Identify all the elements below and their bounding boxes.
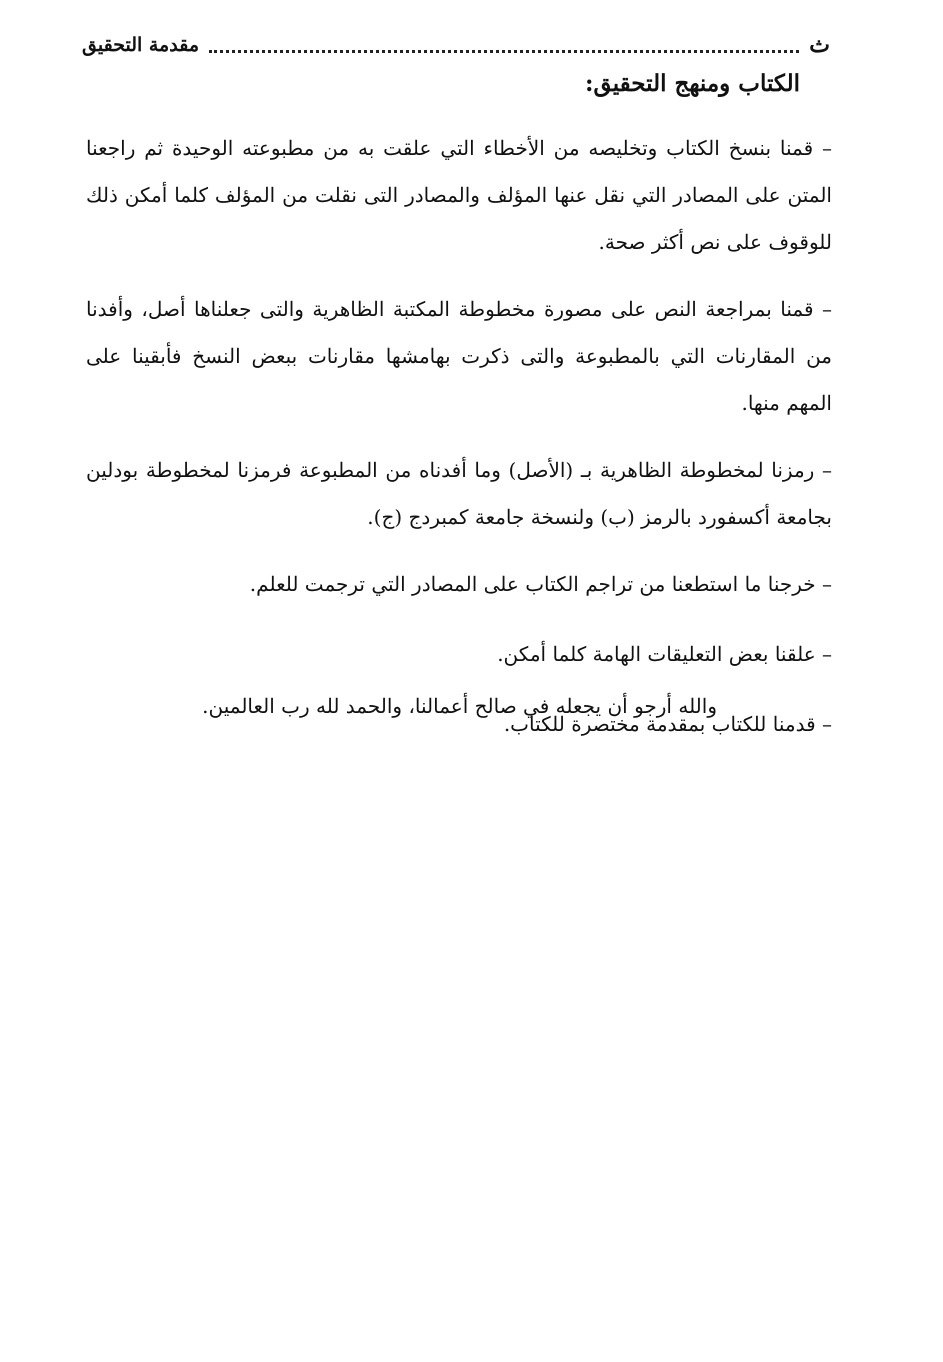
paragraph-manuscript-review: – قمنا بمراجعة النص على مصورة مخطوطة المكتبة الظاهرية والتى جعلناها أصل، وأفدنا من المقارنات التي بالمطبوعة والتى ذكرت بهامشها مقارنات ببعض النسخ فأبقينا على المهم منها. [86,297,832,415]
section-title: الكتاب ومنهج التحقيق: [585,70,800,97]
closing-prayer: والله أرجو أن يجعله في صالح أعمالنا، والحمد لله رب العالمين. [202,694,717,718]
paragraph-symbols: – رمزنا لمخطوطة الظاهرية بـ (الأصل) وما أفدناه من المطبوعة فرمزنا لمخطوطة بودلين بجامعة أكسفورد بالرمز (ب) ولنسخة جامعة كمبردج (ج). [86,458,832,529]
running-header [82,28,830,62]
paragraph-annotations: – علقنا بعض التعليقات الهامة كلما أمكن. [497,642,832,666]
body-text [86,125,832,771]
page-number: ث [809,32,830,58]
running-header-title: مقدمة التحقيق [82,34,199,56]
paragraph-copying: – قمنا بنسخ الكتاب وتخليصه من الأخطاء التي علقت به من مطبوعته الوحيدة ثم راجعنا المتن على المصادر التي نقل عنها المؤلف والمصادر التى نقلت من المؤلف كلما أمكن ذلك للوقوف على نص أكثر صحة. [86,136,832,254]
paragraph-introduction: – قدمنا للكتاب بمقدمة مختصرة للكتاب. [503,712,832,736]
header-dot-leader [209,50,799,53]
paragraph-biographies: – خرجنا ما استطعنا من تراجم الكتاب على المصادر التي ترجمت للعلم. [249,572,832,596]
